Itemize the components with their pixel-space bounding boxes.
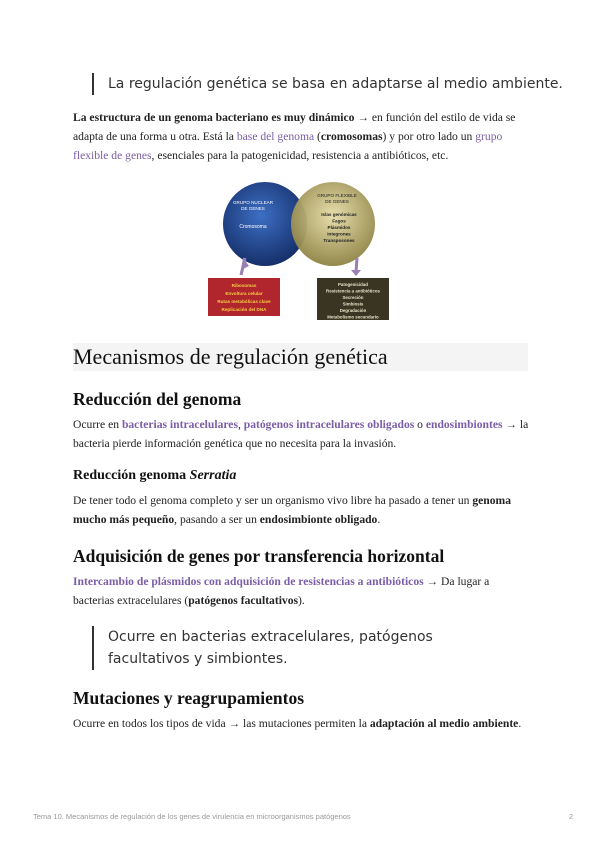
- link-intercambio-plasmidos[interactable]: Intercambio de plásmidos con adquisición de resistencias a antibióticos: [73, 575, 424, 588]
- flexible-item: Fagos: [332, 218, 346, 224]
- flexible-item: Islas genómicas: [321, 212, 357, 217]
- flexible-item: Transposones: [323, 238, 355, 243]
- page-number: 2: [568, 812, 573, 821]
- genome-paragraph: La estructura de un genoma bacteriano es muy dinámico → en función del estilo de vida se adapta de una forma u otra. Está la base del genoma (cromosomas) y por otro lado un grupo flexible de genes, esenciales para la patogenicidad, resistencia a antibióticos, etc.: [73, 111, 516, 162]
- link-base-genoma[interactable]: base del genoma: [236, 130, 315, 143]
- section-heading: Mecanismos de regulación genética: [73, 343, 528, 371]
- core-item: Cromosoma: [239, 224, 267, 230]
- serratia-paragraph: De tener todo el genoma completo y ser un organismo vivo libre ha pasado a tener un genoma mucho más pequeño, pasando a ser un endosimbionte obligado.: [73, 494, 511, 526]
- flexible-item: Integrones: [327, 231, 351, 237]
- flexible-title: GRUPO FLEXIBLE DE GENES: [317, 193, 357, 204]
- core-function: Envoltura celular: [225, 291, 263, 296]
- heading-serratia: Reducción genoma Serratia: [73, 468, 237, 483]
- flexible-function: Degradación: [339, 308, 367, 313]
- flexible-function: Metabolismo secundario: [327, 314, 379, 320]
- transferencia-paragraph: Intercambio de plásmidos con adquisición de resistencias a antibióticos → Da lugar a bacterias extracelulares (patógenos facultativos).: [73, 575, 490, 607]
- flexible-function: Secreción: [342, 295, 364, 300]
- reduccion-paragraph: Ocurre en bacterias intracelulares, patógenos intracelulares obligados o endosimbiontes → la bacteria pierde información genética que no necesita para la invasión.: [73, 418, 529, 450]
- genome-diagram: [205, 180, 390, 320]
- mutaciones-paragraph: Ocurre en todos los tipos de vida → las mutaciones permiten la adaptación al medio ambiente.: [73, 717, 522, 730]
- link-bacterias-intracelulares[interactable]: bacterias intracelulares: [121, 418, 238, 431]
- link-grupo-flexible[interactable]: grupo flexible de genes: [73, 130, 503, 162]
- intro-quote: [92, 73, 563, 95]
- footer-text: Tema 10. Mecanismos de regulación de los genes de virulencia en microorganismos patógenos: [33, 812, 351, 821]
- heading-reduccion-genoma: Reducción del genoma: [73, 389, 242, 409]
- heading-mutaciones: Mutaciones y reagrupamientos: [73, 688, 305, 708]
- page-footer: [33, 812, 573, 821]
- core-function: Ribosomas: [231, 283, 257, 288]
- flexible-function: Simbiosis: [342, 301, 364, 307]
- core-function: Replicación del DNA: [221, 307, 267, 312]
- bold-phrase: La estructura de un genoma bacteriano es muy dinámico: [73, 111, 355, 124]
- arrow-right: [356, 258, 357, 272]
- link-endosimbiontes[interactable]: endosimbiontes: [425, 418, 503, 431]
- heading-transferencia: Adquisición de genes por transferencia horizontal: [73, 546, 445, 566]
- intro-quote-text: La regulación genética se basa en adaptarse al medio ambiente.: [108, 76, 563, 92]
- core-title: GRUPO NUCLEAR DE GENES: [232, 200, 274, 211]
- flexible-function: Resistencia a antibióticos: [326, 288, 380, 294]
- link-patogenos-obligados[interactable]: patógenos intracelulares obligados: [243, 418, 415, 431]
- flexible-function: Patogenicidad: [337, 282, 369, 287]
- core-function: Rutas metabólicas clave: [217, 299, 271, 304]
- flexible-item: Plásmidos: [327, 225, 351, 230]
- simbiontes-quote: Ocurre en bacterias extracelulares, patógenos facultativos y simbiontes.: [92, 626, 488, 670]
